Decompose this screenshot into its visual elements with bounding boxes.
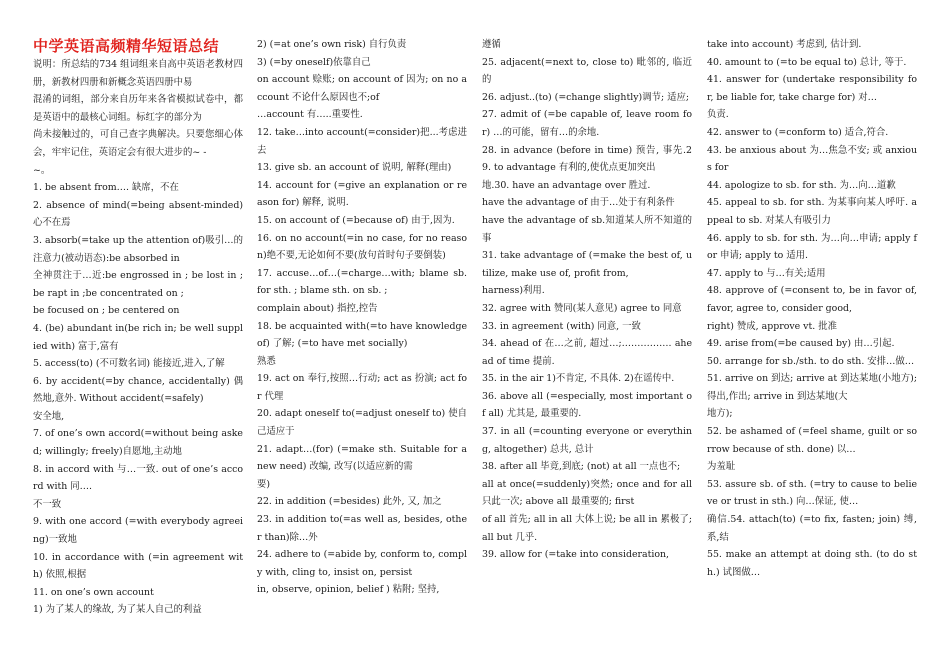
text-line: complain about) 指控,控告	[257, 302, 378, 314]
text-line: 34. ahead of 在…之前, 超过…;……………. ahead of time 提前.	[482, 338, 692, 367]
text-line: 13. give sb. an account of 说明, 解释(理由)	[257, 162, 452, 174]
text-line: harness)利用.	[482, 285, 545, 297]
text-line: 25. adjacent(=next to, close to) 毗邻的, 临近的	[482, 56, 692, 86]
text-line: 10. in accordance with (=in agreement with) 依照,根据	[33, 551, 243, 581]
text-line: 44. apologize to sb. for sth. 为…向…道歉	[707, 179, 896, 191]
text-line: ~。	[33, 164, 51, 176]
text-line: 确信.54. attach(to) (=to fix, fasten; join) 缚, 系,结	[707, 514, 917, 543]
text-line: have the advantage of 由于…处于有利条件	[482, 197, 675, 209]
text-line: 36. above all (=especially, most important of all) 尤其是, 最重要的.	[482, 390, 692, 420]
text-line: 22. in addition (=besides) 此外, 又, 加之	[257, 496, 442, 508]
text-column-1	[33, 56, 243, 619]
text-column-3	[482, 36, 692, 564]
text-line: 51. arrive on 到达; arrive at 到达某地(小地方);得出,作出; arrive in 到达某地(大	[707, 373, 917, 402]
text-line: 6. by accident(=by chance, accidentally) 偶然地,意外. Without accident(=safely)	[33, 375, 243, 405]
text-line: 35. in the air 1)不肯定, 不具体. 2)在谣传中.	[482, 373, 675, 385]
text-line: 27. admit of (=be capable of, leave room for) …的可能，留有…的余地.	[482, 109, 692, 138]
text-line: 31. take advantage of (=make the best of, utilize, make use of, profit from,	[482, 250, 692, 279]
text-line: 47. apply to 与…有关;适用	[707, 267, 826, 279]
text-line: all at once(=suddenly)突然; once and for all 只此一次; above all 最重要的; first	[482, 478, 692, 508]
text-line: of all 首先; all in all 大体上说; be all in 累极了; all but 几乎.	[482, 514, 692, 543]
text-line: 42. answer to (=conform to) 适合,符合.	[707, 126, 889, 138]
text-line: 9. with one accord (=with everybody agreeing)一致地	[33, 516, 243, 546]
text-line: 4. (be) abundant in(be rich in; be well supplied with) 富于,富有	[33, 322, 243, 352]
text-line: 7. of one’s own accord(=without being asked; willingly; freely)自愿地,主动地	[33, 428, 243, 458]
text-line: 5. access(to) (不可数名词) 能接近,进入,了解	[33, 358, 225, 370]
text-line: 2. absence of mind(=being absent-minded)心不在焉	[33, 199, 243, 229]
text-line: 53. assure sb. of sth. (=try to cause to believe or trust in sth.) 向…保证, 使…	[707, 478, 917, 508]
text-line: 12. take…into account(=consider)把...考虑进去	[257, 126, 467, 156]
text-line: 14. account for (=give an explanation or reason for) 解释, 说明.	[257, 179, 467, 209]
text-line: 熟悉	[257, 355, 276, 367]
text-line: 17. accuse…of…(=charge…with; blame sb. for sth. ; blame sth. on sb. ;	[257, 267, 467, 297]
text-line: right) 赞成, approve vt. 批准	[707, 320, 837, 332]
text-line: 48. approve of (=consent to, be in favor of, favor, agree to, consider good,	[707, 285, 917, 314]
text-line: 不一致	[33, 498, 62, 510]
text-line: 19. act on 奉行,按照…行动; act as 扮演; act for 代理	[257, 373, 467, 402]
text-line: take into account) 考虑到, 估计到.	[707, 39, 862, 50]
text-line: 33. in agreement (with) 同意, 一致	[482, 320, 641, 332]
text-line: 40. amount to (=to be equal to) 总计, 等于.	[707, 56, 907, 68]
text-line: on account 赊账; on account of 因为; on no account 不论什么原因也不;of	[257, 74, 467, 103]
text-line: 15. on account of (=because of) 由于,因为.	[257, 214, 455, 226]
text-line: 50. arrange for sb./sth. to do sth. 安排…做…	[707, 355, 915, 367]
text-line: 为羞耻	[707, 461, 736, 473]
text-line: 全神贯注于…近:be engrossed in ; be lost in ; be rapt in ;be concentrated on ;	[33, 270, 243, 299]
text-line: 24. adhere to (=abide by, conform to, comply with, cling to, insist on, persist	[257, 549, 467, 578]
text-line: 55. make an attempt at doing sth. (to do sth.) 试图做…	[707, 549, 917, 578]
text-line: 尚未接触过的，可自己查字典解决。只要您细心体会，牢牢记住，英语定会有很大进步的~ -	[33, 129, 243, 158]
text-line: 18. be acquainted with(=to have knowledge of) 了解; (=to have met socially)	[257, 320, 467, 350]
text-line: be focused on ; be centered on	[33, 305, 180, 317]
text-line: 39. allow for (=take into consideration,	[482, 549, 669, 561]
text-line: 1) 为了某人的缘故, 为了某人自己的利益	[33, 604, 202, 616]
text-line: in, observe, opinion, belief ) 粘附; 坚持,	[257, 584, 440, 596]
text-line: 46. apply to sb. for sth. 为…向…申请; apply for 申请; apply to 适用.	[707, 232, 917, 262]
text-line: 地方);	[707, 408, 733, 420]
text-line: 11. on one’s own account	[33, 586, 154, 598]
text-line: 52. be ashamed of (=feel shame, guilt or sorrow because of sth. done) 以…	[707, 426, 917, 455]
text-line: 遵循	[482, 39, 501, 50]
text-line: 1. be absent from…. 缺席，不在	[33, 182, 179, 194]
text-line: 38. after all 毕竟,到底; (not) at all 一点也不;	[482, 461, 681, 473]
text-line: 负责.	[707, 109, 729, 121]
text-line: 16. on no account(=in no case, for no reason)绝不要,无论如何不要(放句首时句子要倒装)	[257, 232, 467, 262]
text-line: …account 有…..重要性.	[257, 109, 363, 121]
text-line: 28. in advance (before in time) 预告, 事先.29. to advantage 有利的,使优点更加突出	[482, 144, 692, 174]
text-line: 2) (=at one’s own risk) 自行负责	[257, 39, 407, 50]
text-column-2	[257, 36, 467, 599]
text-line: 要)	[257, 478, 271, 490]
text-line: have the advantage of sb.知道某人所不知道的事	[482, 214, 692, 244]
text-line: 20. adapt oneself to(=adjust oneself to) 使自己适应于	[257, 408, 467, 438]
text-line: 说明：所总结的734 组词组来自高中英语老教材四册，新教材四册和新概念英语四册中易	[33, 59, 243, 88]
text-line: 3. absorb(=take up the attention of)吸引…的注意力(被动语态):be absorbed in	[33, 234, 243, 264]
text-line: 3) (=by oneself)依靠自己	[257, 56, 371, 68]
text-line: 41. answer for (undertake responsibility for, be liable for, take charge for) 对…	[707, 74, 917, 103]
text-line: 43. be anxious about 为…焦急不安; 或 anxious for	[707, 144, 917, 174]
text-line: 26. adjust..(to) (=change slightly)调节; 适应;	[482, 91, 689, 103]
text-line: 32. agree with 赞同(某人意见) agree to 同意	[482, 302, 682, 314]
document-title: 中学英语高频精华短语总结	[33, 37, 220, 55]
text-line: 23. in addition to(=as well as, besides, other than)除…外	[257, 514, 467, 543]
text-line: 21. adapt…(for) (=make sth. Suitable for a new need) 改编, 改写(以适应新的需	[257, 443, 467, 473]
text-line: 49. arise from(=be caused by) 由…引起.	[707, 338, 895, 350]
text-line: 8. in accord with 与…一致. out of one’s accord with 同….	[33, 463, 243, 493]
text-column-4	[707, 36, 917, 581]
text-line: 混淆的词组，部分来自历年来各省模拟试卷中，都是英语中的最核心词组。标红字的部分为	[33, 94, 243, 123]
text-line: 安全地,	[33, 410, 65, 422]
text-line: 37. in all (=counting everyone or everything, altogether) 总共, 总计	[482, 426, 692, 455]
text-line: 地.30. have an advantage over 胜过.	[482, 179, 651, 191]
text-line: 45. appeal to sb. for sth. 为某事向某人呼吁. appeal to sb. 对某人有吸引力	[707, 197, 917, 226]
